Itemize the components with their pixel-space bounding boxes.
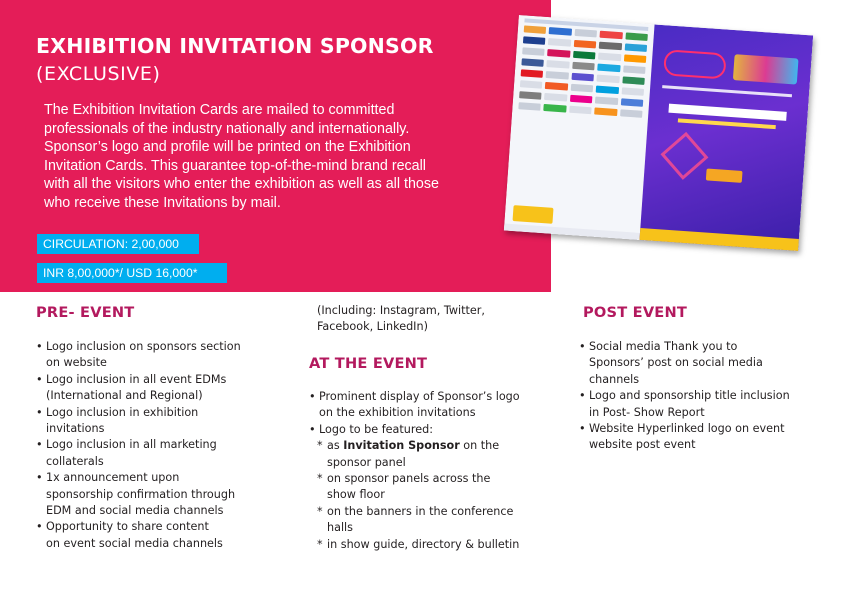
description-line: Sponsor’s logo and profile will be printed on the Exhibition — [44, 139, 411, 156]
list-item-line: EDM and social media channels — [46, 504, 224, 518]
list-item-line: • Opportunity to share content — [46, 520, 209, 534]
list-item-line: in Post- Show Report — [589, 405, 705, 419]
pre-event-list — [36, 339, 241, 552]
list-item-line: • Logo inclusion in exhibition — [46, 405, 199, 419]
list-item-line: • Logo to be featured: — [319, 422, 433, 436]
price-badge: INR 8,00,000*/ USD 16,000* — [37, 263, 227, 283]
circulation-badge: CIRCULATION: 2,00,000 — [37, 234, 199, 254]
list-item-line: website post event — [589, 438, 696, 452]
invitation-card-image — [504, 15, 813, 251]
list-item — [36, 339, 241, 372]
card-partner-logo — [733, 54, 799, 84]
list-item-line: invitations — [46, 422, 105, 436]
card-event-logo — [663, 49, 727, 79]
at-event-list — [309, 389, 520, 553]
list-item — [579, 339, 790, 388]
sub-list-item — [315, 504, 520, 537]
list-item-line: on event social media channels — [46, 536, 223, 550]
at-event-heading: AT THE EVENT — [309, 355, 428, 372]
list-item — [36, 437, 241, 470]
list-item — [579, 388, 790, 421]
list-item-line: sponsor panel — [327, 455, 406, 469]
list-item-line: • Logo inclusion on sponsors section — [46, 340, 241, 353]
post-event-list — [579, 339, 790, 454]
card-partner-badge — [706, 168, 743, 182]
list-item-line: (International and Regional) — [46, 389, 203, 403]
list-item — [309, 422, 520, 438]
list-item-line: on the exhibition invitations — [319, 406, 476, 420]
list-item-line — [327, 438, 520, 454]
list-item-line: • Social media Thank you to — [589, 340, 738, 353]
list-item-line: Sponsors’ post on social media — [589, 356, 763, 370]
invitation-sponsor-bold: Invitation Sponsor — [343, 439, 460, 453]
list-item — [36, 405, 241, 438]
sub-list-item — [315, 438, 520, 471]
list-item — [36, 470, 241, 519]
note-line: Facebook, LinkedIn) — [317, 320, 428, 334]
list-item — [36, 372, 241, 405]
list-item-line: collaterals — [46, 454, 104, 468]
description — [44, 101, 494, 213]
card-app-banner — [513, 205, 554, 224]
list-item — [309, 389, 520, 422]
card-cover-panel — [639, 24, 813, 251]
list-item-line: * on the banners in the conference — [327, 504, 514, 518]
description-line: professionals of the industry nationally and internationally. — [44, 120, 410, 137]
description-line: with all the visitors who enter the exhibition as well as all those — [44, 176, 439, 193]
list-item — [36, 519, 241, 552]
list-item-line: channels — [589, 372, 640, 386]
note-line: (Including: Instagram, Twitter, — [317, 304, 485, 317]
sub-list — [309, 438, 520, 553]
page-subtitle: (EXCLUSIVE) — [36, 63, 161, 85]
sub-list-item — [315, 537, 520, 553]
list-item-line: • Logo inclusion in all event EDMs — [46, 372, 227, 386]
description-line: Invitation Cards. This guarantee top-of-the-mind brand recall — [44, 157, 426, 174]
list-item-line: • Logo inclusion in all marketing — [46, 438, 217, 452]
list-item-line: show floor — [327, 488, 385, 502]
list-item-line: • Website Hyperlinked logo on event — [589, 422, 785, 436]
list-item — [579, 421, 790, 454]
card-decor-shape — [660, 132, 708, 180]
list-item-line: sponsorship confirmation through — [46, 487, 236, 501]
card-footer-band — [639, 228, 798, 251]
text-span: as — [327, 439, 344, 453]
including-note — [317, 303, 485, 336]
list-item-line: halls — [327, 521, 353, 535]
list-item-line: • Prominent display of Sponsor’s logo — [319, 390, 520, 403]
pre-event-heading: PRE- EVENT — [36, 304, 135, 321]
list-item-line: • 1x announcement upon — [46, 471, 180, 485]
card-venue-bar — [678, 118, 776, 129]
list-item-line: * in show guide, directory & bulletin — [327, 537, 520, 551]
card-sponsor-panel — [504, 15, 655, 240]
card-logo-grid — [518, 25, 648, 117]
sub-list-item — [315, 471, 520, 504]
page-title: EXHIBITION INVITATION SPONSOR — [36, 34, 434, 58]
list-item-line: on website — [46, 356, 107, 370]
hero-banner — [0, 0, 551, 292]
post-event-heading: POST EVENT — [583, 304, 688, 321]
list-item-line: • Logo and sponsorship title inclusion — [589, 389, 790, 403]
description-line: The Exhibition Invitation Cards are mailed to committed — [44, 102, 395, 118]
card-tagline — [662, 85, 792, 97]
list-item-line: * on sponsor panels across the — [327, 472, 491, 486]
text-span: on the — [459, 439, 500, 453]
description-line: who receive these Invitations by mail. — [44, 194, 281, 211]
